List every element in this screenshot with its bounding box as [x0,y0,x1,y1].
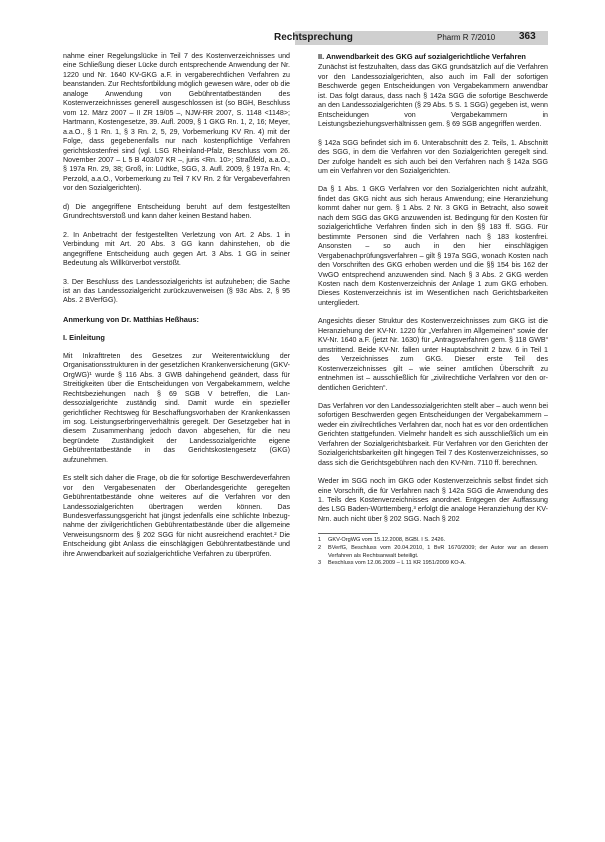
footnote [318,560,548,568]
footnote-number: 3 [318,560,322,567]
footnote [318,545,548,560]
annotation-heading: Anmerkung von Dr. Matthias Heßhaus: [63,314,199,324]
body-paragraph: Angesichts dieser Struktur des Kostenverzeichnisses zum GKG ist die Heranziehung der KV-Nr. 1220 für „Verfahren im Allgemeinen“ sowie der KV-Nr. 1640 a.F. (jetzt Nr. 1630) für „Antragsverfahren gem. § 118 GWB“ umstrittend. Beide KV-Nr. fallen unter Hauptabschnitt 2 bzw. 6 in Teil 1 des Verzeichnisses zum GKG. Dieser erste Teil des Kostenverzeichnisses gilt – wie seiner amtlichen Überschrift zu entnehmen ist – ausschließlich für „zivilrechtliche Verfahren vor den ordentlichen Gerichten“. [318,317,548,392]
footnote-text: BVerfG, Beschluss vom 20.04.2010, 1 BvR 1670/2009; der Autor war an diesem Verfahren als Rechtsanwalt beteiligt. [328,544,548,559]
body-paragraph: 3. Der Beschluss des Landessozialgerichts ist aufzuheben; die Sache ist an das Landessozialgericht zurückzuverweisen (§ 93c Abs. 2, § 95 Abs. 2 BVerfGG). [63,277,290,305]
right-column [318,52,548,568]
footnote-text: GKV-OrgWG vom 15.12.2008, BGBl. I S. 2426. [328,537,446,544]
page-header [0,0,605,60]
body-paragraph: § 142a SGG befindet sich im 6. Unterabschnitt des 2. Teils, 1. Abschnitt des SGG, in dem die Verfahren vor den Sozialgerichten geregelt sind. Der zufolge handelt es sich auch bei den Verfahren nach § 142a SGG um ein Verfahren vor den Sozialgerichten. [318,138,548,175]
section-heading: I. Einleitung [63,333,105,343]
body-paragraph: Weder im SGG noch im GKG oder Kostenverzeichnis selbst findet sich eine Vorschrift, die für Verfahren nach § 142a SGG die Anwendung des 1. Teils des Kostenverzeichnisses anordnet. Entgegen der Auffassung des LSG Baden-Württemberg,³ erfolgt die analoge Heranziehung der KV-Nrn. auch nicht über § 202 SGG. Nach § 202 [318,477,548,523]
footnote-number: 2 [318,544,322,551]
footnote-rule [318,533,378,534]
left-column [63,52,290,568]
body-paragraph: Mit Inkrafttreten des Gesetzes zur Weiterentwicklung der Organisationsstrukturen in der gesetzlichen Krankenversicherung (GKV-OrgWG)¹ wurde § 116 Abs. 3 GWB dahingehend geändert, dass für Streitigkeiten über die Entscheidungen von Vergabekammern, welche Rechtsbeziehungen nach § 69 SGB V betreffen, die Landessozialgerichte zuständig sind. Damit wurde ein spezieller gerichtlicher Rechtsweg für Beschaffungsvorhaben der Krankenkassen im sog. Leistungserbringerverhältnis geregelt. Der Gesetzgeber hat in diesem Zusammenhang jedoch davon abgesehen, für die neu begründete Zuständigkeit der Landessozialgerichte eigene Gebührentatbestände in das Gerichtskostengesetz (GKG) aufzunehmen. [63,351,290,464]
body-paragraph: 2. In Anbetracht der festgestellten Verletzung von Art. 2 Abs. 1 in Verbindung mit Art. 20 Abs. 3 GG kann dahinstehen, ob die angegriffene Entscheidung auch gegen Art. 3 Abs. 1 GG in seiner Bedeutung als Willkürverbot verstößt. [63,230,290,268]
body-paragraph: d) Die angegriffene Entscheidung beruht auf dem festgestellten Grundrechtsverstoß und kann daher keinen Bestand haben. [63,202,290,221]
section-heading: II. Anwendbarkeit des GKG auf sozialgerichtliche Verfahren [318,52,526,61]
footnote [318,537,548,545]
page-number: 363 [519,31,536,42]
footnote-number: 1 [318,537,322,544]
journal-issue: Pharm R 7/2010 [437,33,496,42]
section-title: Rechtsprechung [274,32,353,43]
body-paragraph: Da § 1 Abs. 1 GKG Verfahren vor den Sozialgerichten nicht aufzählt, findet das GKG nicht aus sich heraus Anwendung; eine Heranziehung kommt daher nur gem. § 1 Abs. 2 Nr. 3 GKG in Betracht, also soweit nach dem SGG das GKG anzuwenden ist. Bedingung für den Kosten für sozialgerichtliche Verfahren finden sich in den §§ 183 ff. SGG. Für bestimmte Personen sind die Verfahren nach § 183 kostenfrei. Ansonsten – so auch in den hier einschlägigen Vergabenachprüfungsverfahren – gilt § 197a SGG, wonach Kosten nach den Vorschriften des GKG erhoben werden und die §§ 154 bis 162 der VwGO entsprechend anzuwenden sind. Nach § 3 Abs. 2 GKG werden Kosten nach dem Kostenverzeichnis der Anlage 1 zum GKG erhoben. Dieses Kostenverzeichnis ist im Wesentlichen nach Gerichtsbarkeiten untergliedert. [318,185,548,307]
body-paragraph: nahme einer Regelungslücke in Teil 7 des Kostenverzeichnisses und eine Schließung dieser Lücke durch entsprechende Anwendung der Nr. 1220 und Nr. 1640 KV-GKG a.F. in vergaberechtlichen Verfahren zu beanstanden. Zur Rechtsfortbildung möglich gewesen wäre, oder ob die analoge Anwendung von Gebührentatbeständen des Kostenverzeichnisses generell ausgeschlossen ist (so BGH, Beschluss vom 12. März 2007 – II ZR 19/05 –, NJW-RR 2007, S. 1148 <1148>; Hartmann, Kostengesetze, 39. Aufl. 2009, § 1 GKG Rn. 1, 2, 16; Meyer, a.a.O., § 1 Rn. 1, § 3 Rn. 2, 5, 29, Vorbemerkung KV Rn. 4) mit der Folge, dass gegebenenfalls nur nach kostenpflichtige Verfahren gerichtskostenfrei sind (vgl. LSG Rheinland-Pfalz, Beschluss vom 26. November 2007 – L 5 B 403/07 KR –, juris <Rn. 10>; Straßfeld, a.a.O., § 197a Rn. 29, 38; Groß, in: Lüdtke, SGG, 3. Aufl. 2009, § 197a Rn. 4; Perzold, a.a.O., Vorbemerkung zu Teil 7 KV Rn. 2 für Vergabeverfahren vor den Sozialgerichten). [63,52,290,193]
body-paragraph: Zunächst ist festzuhalten, dass das GKG grundsätzlich auf die Verfahren vor den Landessozialgerichten, also auch im Fall der sofortigen Beschwerde gegen Entscheidungen von Vergabekammern anwendbar ist. Das folgt daraus, dass nach § 142a SGG die sofortige Beschwerde an den Landessozialgerichten (§ 29 Abs. 5 S. 1 SGG) gegeben ist, wenn Entscheidungen von Vergabekammern in Leistungsbeziehungsverhältnissen gem. § 69 SGB angegriffen werden. [318,63,548,129]
body-paragraph: Es stellt sich daher die Frage, ob die für sofortige Beschwerdeverfahren vor den Vergabesenaten der Oberlandesgerichte geregelten Gebührentatbestände ohne weiteres auf die Verfahren vor den Landessozialgerichten übertragen werden können. Das Bundesverfassungsgericht hat jüngst jedenfalls eine schlichte Inbezugnahme der zivilgerichtlichen Gebührentatbestände über die allgemeine Verweisungsnorm des § 202 SGG für nicht ausreichend erachtet.² Die Entscheidung gibt Anlass die einschlägigen Gebührentatbestände und ihre Anwendbarkeit auf sozialgerichtliche Verfahren zu überprüfen. [63,474,290,558]
footnote-text: Beschluss vom 12.06.2009 – L 11 KR 1951/2009 KO-A. [328,560,466,567]
body-paragraph: Das Verfahren vor den Landessozialgerichten stellt aber – auch wenn bei sofortigen Beschwerden gegen Entscheidungen der Vergabekammern – weder ein zivilrechtliches Verfahren dar, noch hat es vor den ordentlichen Gerichten stattgefunden. Vielmehr handelt es sich ausschließlich um ein Verfahren der Sozialgerichtsbarkeit. Für Verfahren vor den Gerichten der Sozialgerichtsbarkeiten gilt hingegen Teil 7 des Kostenverzeichnisses, so dass sich die Gerichtsgebühren nach den KV-Nrn. 7110 ff. berechnen. [318,401,548,467]
